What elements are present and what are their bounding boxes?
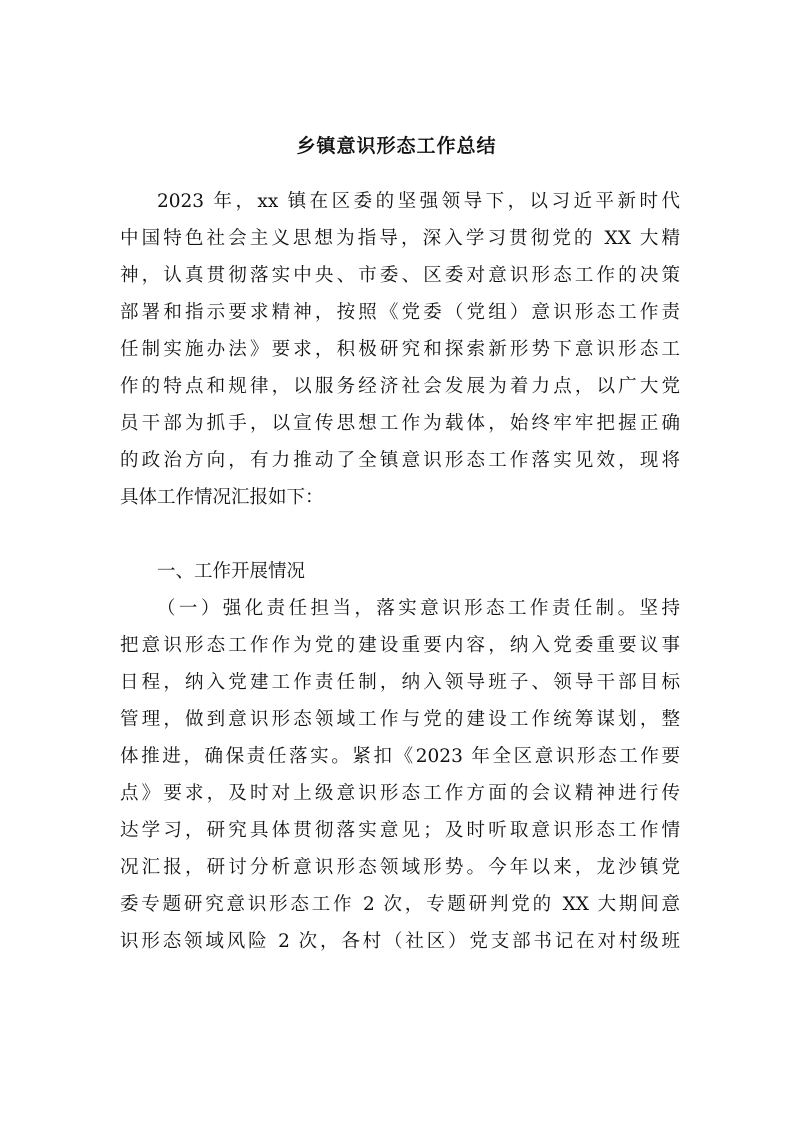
document-title: 乡镇意识形态工作总结: [296, 135, 497, 157]
paragraph-line: 把意识形态工作作为党的建设重要内容，纳入党委重要议事: [120, 635, 680, 656]
paragraph-line: 况汇报，研讨分析意识形态领域形势。今年以来，龙沙镇党: [120, 857, 680, 878]
paragraph-line: 部署和指示要求精神，按照《党委（党组）意识形态工作责: [120, 302, 680, 323]
paragraph-line: 具体工作情况汇报如下：: [120, 487, 324, 508]
paragraph-line: 2023 年，xx 镇在区委的坚强领导下，以习近平新时代: [157, 191, 680, 212]
paragraph-line: 体推进，确保责任落实。紧扣《2023 年全区意识形态工作要: [120, 746, 680, 767]
paragraph-line: 任制实施办法》要求，积极研究和探索新形势下意识形态工: [120, 339, 680, 360]
paragraph-line: 中国特色社会主义思想为指导，深入学习贯彻党的 XX 大精: [120, 228, 680, 249]
paragraph-line: 点》要求，及时对上级意识形态工作方面的会议精神进行传: [120, 783, 680, 804]
paragraph-line: 识形态领域风险 2 次，各村（社区）党支部书记在对村级班: [120, 931, 680, 952]
paragraph-line: 达学习，研究具体贯彻落实意见；及时听取意识形态工作情: [120, 820, 680, 841]
paragraph-line: 员干部为抓手，以宣传思想工作为载体，始终牢牢把握正确: [120, 413, 680, 434]
paragraph-line: 的政治方向，有力推动了全镇意识形态工作落实见效，现将: [120, 450, 680, 471]
paragraph-line: （一）强化责任担当，落实意识形态工作责任制。坚持: [157, 598, 680, 619]
paragraph-line: 管理，做到意识形态领域工作与党的建设工作统筹谋划，整: [120, 709, 680, 730]
paragraph-line: 作的特点和规律，以服务经济社会发展为着力点，以广大党: [120, 376, 680, 397]
paragraph-line: 日程，纳入党建工作责任制，纳入领导班子、领导干部目标: [120, 672, 680, 693]
paragraph-line: 神，认真贯彻落实中央、市委、区委对意识形态工作的决策: [120, 265, 680, 286]
paragraph-line: 委专题研究意识形态工作 2 次，专题研判党的 XX 大期间意: [120, 894, 680, 915]
section-heading: 一、工作开展情况: [157, 561, 306, 582]
